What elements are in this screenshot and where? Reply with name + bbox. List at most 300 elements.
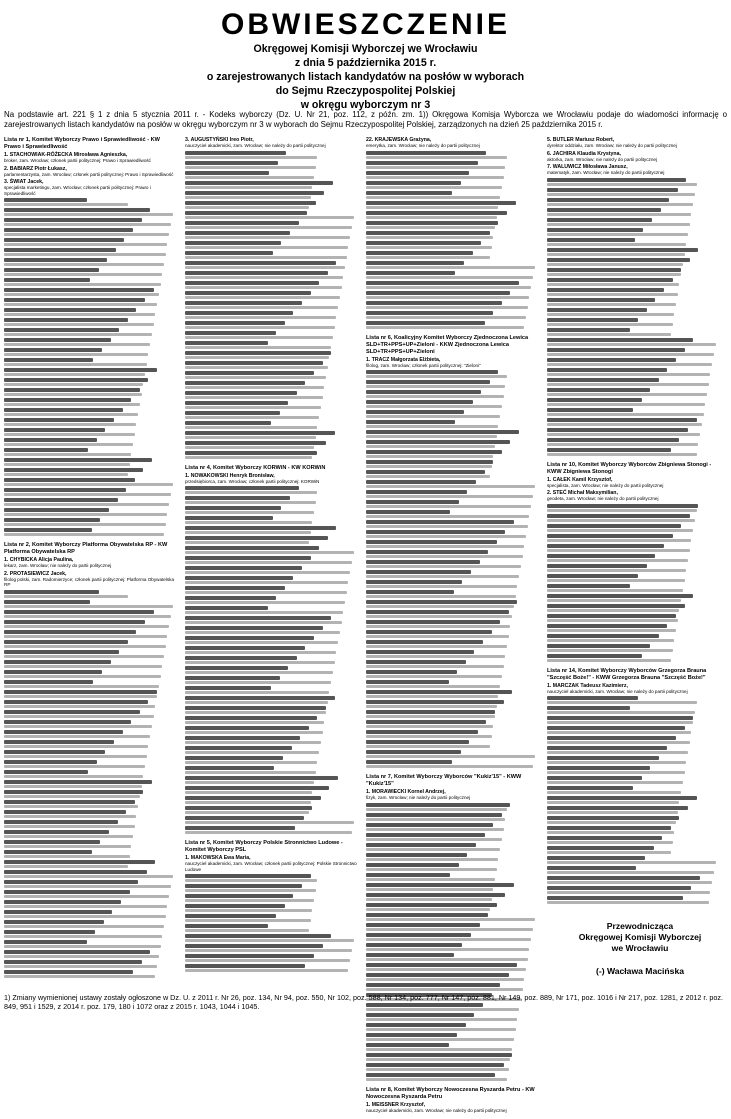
candidate-description-line — [185, 601, 345, 604]
candidate-name-line — [4, 910, 112, 914]
candidate-name: 1. MARCZAK Tadeusz Kazimierz, — [547, 682, 628, 689]
candidate-description-line — [547, 303, 676, 306]
candidate-name-line — [185, 421, 271, 425]
candidate-item — [547, 644, 719, 652]
list-heading: Lista nr 2, Komitet Wyborczy Platforma Obywatelska RP - KW Platforma Obywatelska RP — [4, 542, 168, 555]
candidate-description-line — [185, 681, 331, 684]
candidate-item — [366, 893, 538, 901]
candidate-item — [547, 846, 719, 854]
candidate-description-line — [547, 891, 710, 894]
candidate-item — [366, 1033, 538, 1041]
signature-line-3: we Wrocławiu — [611, 943, 669, 953]
candidate-name-line — [4, 328, 119, 332]
candidate-name-line — [4, 438, 97, 442]
candidate-name-line — [547, 198, 669, 202]
candidate-item — [4, 920, 176, 928]
candidate-name-line — [366, 370, 498, 374]
candidate-description-line — [366, 276, 533, 279]
candidate-name-line — [4, 970, 133, 974]
candidate-name-line — [185, 181, 333, 185]
candidate-description-line — [366, 206, 498, 209]
candidate-item — [4, 960, 176, 968]
candidate-name-line — [547, 248, 698, 252]
candidate-name-line — [547, 786, 633, 790]
candidate-name-line — [366, 660, 466, 664]
candidate-description-line — [366, 765, 533, 768]
candidate-item — [366, 181, 538, 189]
candidate-item — [547, 228, 719, 236]
candidate-item — [185, 171, 357, 179]
candidate-name-line — [4, 418, 114, 422]
candidate-item — [366, 843, 538, 851]
candidate-description-line — [366, 958, 528, 961]
candidate-description-line — [4, 433, 135, 436]
candidate-item — [547, 584, 719, 592]
candidate-description-line — [366, 445, 495, 448]
candidate-description-line — [4, 383, 143, 386]
candidate-name-line — [4, 960, 142, 964]
candidate-item — [4, 930, 176, 938]
candidate-name-line — [366, 241, 481, 245]
candidate-description-line — [366, 615, 512, 618]
candidate-description: nauczyciel akademicki, zam. Wrocław; członek partii politycznej: Polskie Stronnictwo Ludowe — [185, 861, 357, 872]
candidate-name-line — [547, 504, 698, 508]
candidate-item — [4, 378, 176, 386]
candidate-description-line — [366, 256, 490, 259]
candidate-description-line — [547, 741, 690, 744]
candidate-name-line — [547, 896, 683, 900]
candidate-name-line — [366, 650, 474, 654]
candidate-description-line — [366, 988, 523, 991]
candidate-name-line — [185, 361, 323, 365]
candidate-description-line — [366, 1028, 516, 1031]
candidate-item — [547, 806, 719, 814]
candidate-item — [4, 508, 176, 516]
candidate-name-line — [547, 178, 686, 182]
candidate-description-line — [366, 485, 535, 488]
candidate-name-line — [547, 398, 642, 402]
candidate-description-line — [185, 781, 314, 784]
candidate-name-line — [4, 620, 145, 624]
candidate-item — [547, 886, 719, 894]
candidate-description-line — [366, 838, 502, 841]
candidate-name-line — [547, 726, 685, 730]
candidate-description-line — [366, 415, 500, 418]
candidate-description-line — [185, 186, 312, 189]
candidate-description-line — [366, 808, 507, 811]
subtitle-line-2: z dnia 5 października 2015 r. — [294, 57, 437, 69]
candidate-name-line — [366, 690, 512, 694]
candidate-item — [185, 646, 357, 654]
candidate-name-line — [366, 853, 467, 857]
candidate-description-line — [185, 216, 354, 219]
candidate-item — [4, 780, 176, 788]
candidate-item — [185, 546, 357, 554]
candidate-name-line — [185, 776, 338, 780]
candidate-description: filolog polski, zam. Radomierzyce; członek partii politycznej: Platforma Obywatelska RP — [4, 576, 175, 587]
candidate-description-line — [4, 695, 157, 698]
candidate-item — [4, 398, 176, 406]
candidate-item — [185, 401, 357, 409]
candidate-name-line — [185, 746, 292, 750]
candidate-item — [547, 716, 719, 724]
candidate-description-line — [4, 483, 173, 486]
candidate-name-line — [366, 893, 505, 897]
candidate-name: 1. MEISSNER Krzysztof, — [366, 1101, 426, 1108]
candidate-name-line — [185, 171, 269, 175]
candidate-item — [185, 151, 357, 159]
candidate-item — [4, 750, 176, 758]
candidate-description-line — [547, 203, 693, 206]
candidate-description-line — [547, 223, 690, 226]
candidate-name-line — [185, 261, 336, 265]
candidate-name-line — [366, 311, 493, 315]
candidate-name-line — [4, 820, 118, 824]
candidate-name-line — [4, 278, 90, 282]
candidate-name-line — [547, 418, 697, 422]
candidate-name-line — [547, 358, 676, 362]
candidate-description: aktorka, zam. Wrocław; nie należy do partii politycznej — [547, 156, 657, 162]
candidate-name-line — [185, 894, 293, 898]
candidate-name-line — [4, 478, 135, 482]
candidate-item — [547, 448, 719, 456]
candidate-description-line — [4, 645, 166, 648]
candidate-name-line — [547, 614, 676, 618]
candidate-item — [366, 903, 538, 911]
list-heading: Lista nr 5, Komitet Wyborczy Polskie Stronnictwo Ludowe - Komitet Wyborczy PSL — [185, 840, 343, 853]
candidate-description-line — [547, 293, 678, 296]
candidate-item — [185, 596, 357, 604]
candidate-description-line — [366, 405, 502, 408]
candidate-item — [4, 358, 176, 366]
candidate-name-line — [185, 796, 321, 800]
candidate-description-line — [185, 276, 343, 279]
candidate-item — [547, 614, 719, 622]
candidate-name-line — [547, 514, 690, 518]
candidate-item — [366, 271, 538, 279]
candidate-name-line — [366, 973, 509, 977]
candidate-item — [4, 408, 176, 416]
candidate-item — [366, 500, 538, 508]
election-list — [185, 137, 357, 459]
candidate-item — [4, 820, 176, 828]
candidate-item — [366, 510, 538, 518]
candidate-description-line — [366, 908, 490, 911]
candidate-description-line — [547, 861, 716, 864]
candidate-description-line — [366, 888, 493, 891]
candidate-name-line — [366, 321, 485, 325]
column-1 — [4, 137, 176, 984]
candidate-description-line — [4, 253, 166, 256]
election-list — [366, 1087, 538, 1114]
candidate-item — [366, 420, 538, 428]
candidate-name-line — [185, 201, 316, 205]
candidate-name: 1. NOWAKOWSKI Henryk Bronisław, — [185, 472, 275, 479]
candidate-item — [185, 884, 357, 892]
candidate-description-line — [185, 889, 316, 892]
candidate-item — [366, 281, 538, 289]
candidate-description-line — [366, 236, 493, 239]
candidate-name-line — [366, 883, 514, 887]
candidate-name-line — [366, 221, 498, 225]
candidate-description-line — [547, 811, 678, 814]
candidate-name-line — [185, 696, 335, 700]
candidate-item — [547, 786, 719, 794]
candidate-item — [4, 730, 176, 738]
candidate-item — [547, 298, 719, 306]
candidate-description: nauczyciel akademicki, zam. Wrocław; nie należy do partii politycznej — [185, 143, 326, 148]
candidate-item — [366, 580, 538, 588]
candidate-item — [4, 218, 176, 226]
candidate-description-line — [547, 519, 695, 522]
candidate-name-line — [4, 610, 154, 614]
candidate-description-line — [4, 755, 147, 758]
candidate-name-line — [185, 231, 290, 235]
candidate-item — [4, 900, 176, 908]
candidate-item — [366, 640, 538, 648]
candidate-description-line — [366, 898, 492, 901]
candidate-name-line — [366, 171, 469, 175]
candidate-description-line — [4, 313, 155, 316]
election-list — [185, 840, 357, 972]
candidate-description-line — [4, 785, 142, 788]
candidate-item — [366, 321, 538, 329]
candidate-name-line — [4, 850, 92, 854]
candidate-item — [185, 666, 357, 674]
candidate-name-line — [547, 836, 662, 840]
candidate-name-line — [4, 218, 142, 222]
candidate-name-line — [366, 590, 454, 594]
candidate-item — [547, 238, 719, 246]
candidate-description-line — [4, 865, 128, 868]
candidate-description-line — [366, 705, 497, 708]
candidate-description-line — [185, 721, 324, 724]
candidate-name-line — [4, 730, 123, 734]
candidate-name-line — [366, 620, 500, 624]
candidate-name: 3. AUGUSTYŃSKI Ireo Piotr, — [185, 137, 254, 143]
candidate-name-line — [547, 816, 679, 820]
candidate-description-line — [547, 263, 683, 266]
candidate-name-line — [366, 1023, 466, 1027]
candidate-description-line — [366, 296, 529, 299]
candidate-name-line — [4, 398, 131, 402]
candidate-name-line — [185, 381, 305, 385]
candidate-description-line — [366, 166, 505, 169]
candidate-name-line — [185, 441, 326, 445]
candidate-item — [366, 680, 538, 688]
candidate-name-line — [4, 458, 152, 462]
candidate-name-line — [185, 656, 297, 660]
candidate-name-line — [185, 486, 299, 490]
candidate-item — [185, 441, 357, 449]
candidate-description-line — [185, 909, 312, 912]
candidate-item — [366, 620, 538, 628]
candidate-item — [4, 557, 176, 569]
candidate-item — [4, 338, 176, 346]
candidate-name-line — [547, 604, 685, 608]
candidate-description-line — [547, 711, 695, 714]
candidate-name-line — [547, 756, 659, 760]
candidate-description-line — [4, 533, 164, 536]
candidate-item — [185, 756, 357, 764]
candidate-name-line — [547, 298, 655, 302]
candidate-description-line — [547, 243, 686, 246]
candidate-item — [547, 151, 719, 163]
candidate-name-line — [547, 886, 691, 890]
candidate-item — [366, 943, 538, 951]
candidate-name-line — [547, 278, 673, 282]
candidate-description-line — [185, 661, 335, 664]
candidate-name-line — [366, 720, 486, 724]
candidate-name-line — [4, 348, 102, 352]
candidate-description-line — [547, 901, 709, 904]
candidate-name-line — [185, 786, 329, 790]
candidate-item — [185, 536, 357, 544]
candidate-description-line — [366, 1018, 517, 1021]
candidate-name-line — [185, 766, 274, 770]
candidate-name-line — [185, 546, 319, 550]
candidate-description-line — [547, 629, 676, 632]
candidate-item — [185, 381, 357, 389]
candidate-item — [185, 806, 357, 814]
candidate-name-line — [366, 181, 461, 185]
candidate-item — [366, 700, 538, 708]
candidate-item — [547, 388, 719, 396]
candidate-item — [4, 308, 176, 316]
candidate-name-line — [185, 401, 288, 405]
candidate-item — [185, 241, 357, 249]
candidate-item — [4, 760, 176, 768]
candidate-name: 1. MAKOWSKA Ewa Maria, — [185, 855, 251, 861]
candidate-name-line — [4, 720, 131, 724]
candidate-item — [366, 600, 538, 608]
candidate-description-line — [4, 463, 130, 466]
candidate-name-line — [366, 640, 483, 644]
candidate-item — [547, 338, 719, 346]
candidate-description-line — [4, 965, 157, 968]
candidate-description-line — [185, 446, 314, 449]
candidate-name-line — [547, 228, 643, 232]
candidate-description-line — [4, 705, 155, 708]
candidate-description-line — [547, 609, 679, 612]
candidate-description-line — [366, 545, 524, 548]
list-heading: Lista nr 4, Komitet Wyborczy KORWiN - KW KORWiN — [185, 464, 326, 471]
candidate-item — [366, 833, 538, 841]
candidate-name-line — [547, 846, 654, 850]
candidate-name-line — [366, 823, 493, 827]
subtitle-line-4: do Sejmu Rzeczypospolitej Polskiej — [275, 85, 456, 97]
candidate-description-line — [4, 855, 130, 858]
candidate-item — [185, 855, 357, 872]
candidate-name-line — [4, 870, 147, 874]
candidate-description-line — [185, 511, 314, 514]
candidate-item — [185, 904, 357, 912]
candidate-item — [547, 574, 719, 582]
candidate-item — [185, 776, 357, 784]
candidate-item — [4, 830, 176, 838]
candidate-name-line — [185, 586, 285, 590]
candidate-description-line — [547, 781, 683, 784]
candidate-name-line — [366, 953, 454, 957]
candidate-description-line — [547, 831, 674, 834]
candidate-item — [4, 318, 176, 326]
candidate-name-line — [4, 810, 126, 814]
candidate-name-line — [366, 510, 450, 514]
candidate-name-line — [366, 700, 504, 704]
candidate-name: 22. KRAJEWSKA Grażyna, — [366, 137, 432, 143]
candidate-name-line — [366, 760, 452, 764]
candidate-name-line — [366, 1013, 474, 1017]
candidate-description-line — [547, 323, 673, 326]
candidate-item — [547, 308, 719, 316]
candidate-name-line — [547, 644, 650, 648]
candidate-name-line — [185, 556, 311, 560]
candidate-name-line — [4, 488, 126, 492]
candidate-item — [366, 137, 538, 149]
candidate-name-line — [4, 498, 118, 502]
candidate-item — [4, 700, 176, 708]
candidate-name-line — [4, 318, 128, 322]
candidate-name-line — [185, 596, 276, 600]
candidate-name-line — [185, 616, 331, 620]
candidate-item — [4, 590, 176, 598]
candidate-name-line — [366, 833, 485, 837]
candidate-description-line — [185, 306, 338, 309]
candidate-item — [185, 291, 357, 299]
candidate-item — [185, 576, 357, 584]
candidate-description-line — [4, 935, 162, 938]
candidate-name: 5. BUTLER Mariusz Robert, — [547, 137, 615, 143]
candidate-item — [185, 826, 357, 834]
candidate-description-line — [366, 555, 523, 558]
candidate-item — [366, 261, 538, 269]
candidate-name-line — [366, 560, 480, 564]
candidate-description-line — [185, 751, 319, 754]
candidate-description: fizyk, zam. Wrocław; nie należy do partii politycznej — [366, 795, 471, 800]
candidate-description-line — [4, 413, 138, 416]
list-heading: Lista nr 7, Komitet Wyborczy Wyborców "Kukiz'15" - KWW "Kukiz'15" — [366, 774, 522, 787]
candidate-description-line — [547, 233, 688, 236]
candidate-description-line — [547, 569, 686, 572]
candidate-description-line — [185, 406, 321, 409]
candidate-description-line — [4, 625, 169, 628]
candidate-name-line — [366, 943, 462, 947]
candidate-name-line — [4, 860, 155, 864]
candidate-description-line — [4, 203, 128, 206]
candidate-name-line — [185, 391, 297, 395]
candidate-item — [366, 650, 538, 658]
candidate-item — [4, 610, 176, 618]
candidate-item — [4, 660, 176, 668]
candidate-description-line — [4, 835, 133, 838]
candidate-description-line — [185, 551, 354, 554]
candidate-item — [185, 451, 357, 459]
candidate-name: 1. TRACZ Małgorzata Elżbieta, — [366, 356, 441, 363]
candidate-name-line — [547, 584, 630, 588]
candidate-item — [366, 1073, 538, 1081]
candidate-name-line — [366, 430, 519, 434]
election-list — [547, 137, 719, 456]
candidate-description-line — [366, 525, 528, 528]
candidate-description-line — [547, 213, 691, 216]
candidate-item — [366, 923, 538, 931]
candidate-name-line — [366, 251, 473, 255]
candidate-name-line — [547, 258, 690, 262]
candidate-description-line — [547, 619, 678, 622]
candidate-name-line — [4, 780, 152, 784]
candidate-item — [185, 676, 357, 684]
candidate-name-line — [185, 954, 314, 958]
